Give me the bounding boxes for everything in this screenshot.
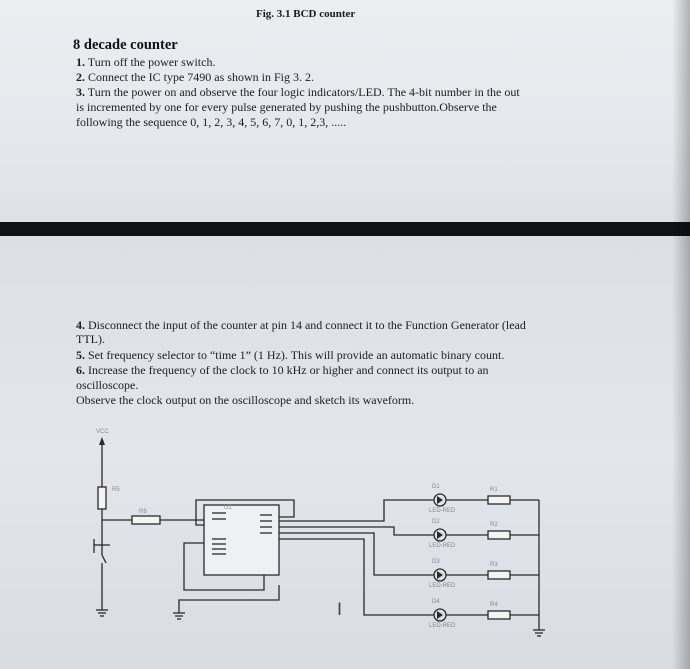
resistor-label: R1	[490, 487, 498, 493]
step-line: 3. Turn the power on and observe the four logic indicators/LED. The 4-bit number in the out	[76, 85, 520, 99]
led-type-label: LED-RED	[429, 623, 456, 629]
circuit-schematic	[84, 425, 564, 640]
ic-label: U1	[224, 505, 232, 511]
page-gap	[0, 222, 690, 236]
led-type-label: LED-RED	[429, 508, 456, 514]
figure-title: Fig. 3.1 BCD counter	[256, 8, 356, 20]
step-line: following the sequence 0, 1, 2, 3, 4, 5, 6, 7, 0, 1, 2,3, .....	[76, 115, 347, 129]
led-label: D3	[432, 559, 440, 565]
section-title: 8 decade counter	[73, 37, 178, 53]
led-type-label: LED-RED	[429, 583, 456, 589]
text-cursor-icon: I	[337, 600, 343, 620]
resistor-label: R3	[490, 562, 498, 568]
step-line: 6. Increase the frequency of the clock to 10 kHz or higher and connect its output to an	[76, 363, 489, 377]
document-page-top	[0, 0, 690, 222]
step-line: TTL).	[76, 332, 105, 346]
step-line: 1. Turn off the power switch.	[76, 55, 216, 69]
step-line: is incremented by one for every pulse generated by pushing the pushbutton.Observe the	[76, 100, 497, 114]
resistor-label: R4	[490, 602, 498, 608]
resistor-label: R2	[490, 522, 498, 528]
step-line: Observe the clock output on the oscilloscope and sketch its waveform.	[76, 393, 415, 407]
step-line: 5. Set frequency selector to “time 1” (1 Hz). This will provide an automatic binary count.	[76, 348, 505, 362]
vcc-label: VCC	[96, 429, 109, 435]
step-line: oscilloscope.	[76, 378, 139, 392]
led-type-label: LED-RED	[429, 543, 456, 549]
led-label: D2	[432, 519, 440, 525]
led-label: D1	[432, 484, 440, 490]
led-label: D4	[432, 599, 440, 605]
r5-label: R5	[112, 487, 120, 493]
r6-label: R6	[139, 509, 147, 515]
step-line: 4. Disconnect the input of the counter at pin 14 and connect it to the Function Generator (lead	[76, 318, 526, 332]
step-line: 2. Connect the IC type 7490 as shown in Fig 3. 2.	[76, 70, 314, 84]
